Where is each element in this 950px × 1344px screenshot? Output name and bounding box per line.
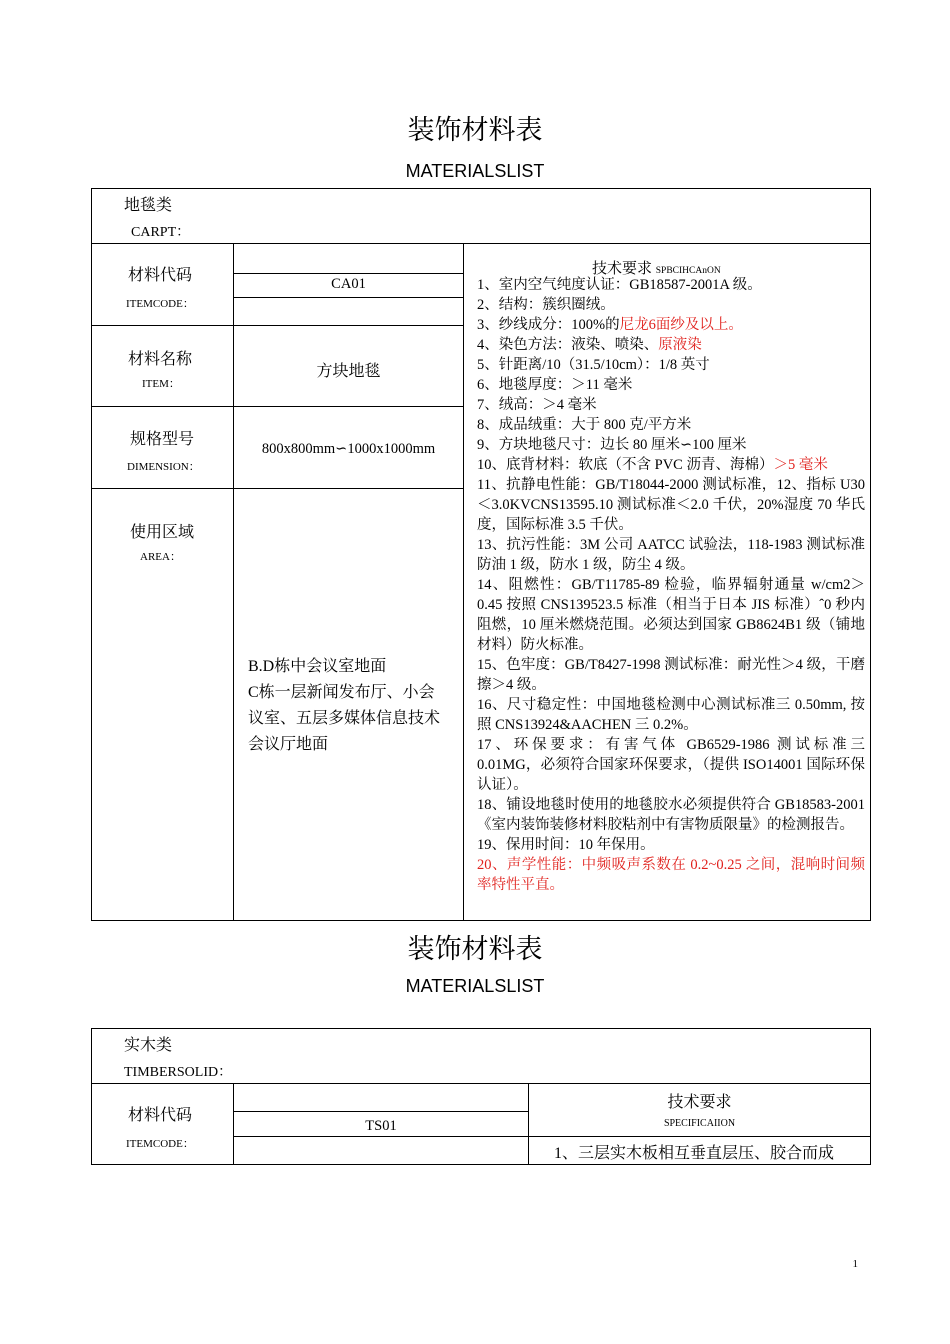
requirements-list bbox=[477, 275, 865, 895]
category-label-en: CARPT： bbox=[131, 225, 191, 240]
requirement-item-2: 1、三层实木板相互垂直层压、胶合而成 bbox=[554, 1145, 835, 1162]
tech-req-header-2: 技术要求 bbox=[667, 1094, 732, 1111]
item-code-label-2-en: ITEMCODE： bbox=[126, 1138, 194, 1150]
page-title: 装饰材料表 bbox=[407, 115, 543, 145]
requirement-item: 10、底背材料：软底（不含 PVC 沥青、海棉）＞5 毫米 bbox=[477, 457, 828, 473]
item-name-value: 方块地毯 bbox=[316, 363, 381, 380]
requirement-item: 14、阻燃性：GB/T11785-89 检验，临界辐射通量 w/cm2＞0.45 按照 CNS139523.5 标准（相当于日本 JIS 标准）ˆ0 秒内阻燃，10 厘米燃烧范围。必须达到国家 GB8624B1 级（铺地材料）防火标准。 bbox=[477, 577, 865, 653]
requirement-item: 6、地毯厚度：＞11 毫米 bbox=[477, 377, 633, 393]
category-label-2: 实木类 bbox=[124, 1037, 173, 1054]
requirement-item: 15、色牢度：GB/T8427-1998 测试标准：耐光性＞4 级，干磨擦＞4 级。 bbox=[477, 657, 865, 693]
page-subtitle: MATERIALSLIST bbox=[405, 161, 545, 181]
page-subtitle-2: MATERIALSLIST bbox=[405, 976, 545, 996]
requirement-item: 20、声学性能：中频吸声系数在 0.2~0.25 之间，混响时间频率特性平直。 bbox=[477, 857, 865, 893]
requirement-item: 1、室内空气纯度认证：GB18587-2001A 级。 bbox=[477, 277, 762, 293]
requirement-item: 3、纱线成分：100%的尼龙6面纱及以上。 bbox=[477, 317, 743, 333]
dimension-label: 规格型号 bbox=[130, 431, 195, 448]
requirement-item: 19、保用时间：10 年保用。 bbox=[477, 837, 655, 853]
requirement-item: 7、绒高：＞4 毫米 bbox=[477, 397, 597, 413]
tech-req-header: 技术要求 SPBCIHCAnON bbox=[592, 261, 721, 277]
requirement-item: 13、抗污性能：3M 公司 AATCC 试验法，118-1983 测试标准防油 1 级，防水 1 级，防尘 4 级。 bbox=[477, 537, 865, 573]
item-name-label-en: ITEM： bbox=[142, 378, 180, 390]
page-title-2: 装饰材料表 bbox=[407, 934, 543, 964]
item-code-label-en: ITEMCODE： bbox=[126, 298, 194, 310]
requirement-item: 5、针距离/10（31.5/10cm）：1/8 英寸 bbox=[477, 357, 710, 373]
requirement-item: 11、抗静电性能：GB/T18044-2000 测试标准，12、指标 U30＜3.0KVCNS13595.10 测试标准＜2.0 千伏，20%湿度 70 华氏度，国际标准 3.5 千伏。 bbox=[477, 477, 865, 533]
item-code-value: CA01 bbox=[331, 276, 366, 292]
requirement-item: 4、染色方法：液染、喷染、原液染 bbox=[477, 337, 702, 353]
item-code-label: 材料代码 bbox=[128, 267, 193, 284]
tech-req-header-2-en: SPECIFICAIION bbox=[663, 1118, 736, 1129]
requirement-item: 16、尺寸稳定性：中国地毯检测中心测试标准三 0.50mm, 按照 CNS13924&AACHEN 三 0.2%。 bbox=[477, 697, 865, 733]
area-value: B.D栋中会议室地面 C栋一层新闻发布厅、小会 议室、五层多媒体信息技术 会议厅地面 bbox=[248, 658, 441, 753]
requirement-item: 8、成品绒重：大于 800 克/平方米 bbox=[477, 417, 692, 433]
requirement-item: 17、环保要求：有害气体 GB6529-1986 测试标准三 0.01MG，必须符合国家环保要求，（提供 ISO14001 国际环保认证）。 bbox=[477, 737, 865, 793]
item-code-value-2: TS01 bbox=[365, 1118, 397, 1134]
item-code-label-2: 材料代码 bbox=[128, 1107, 193, 1124]
page-number: 1 bbox=[852, 1258, 858, 1270]
category-label-2-en: TIMBERSOLID： bbox=[124, 1065, 233, 1080]
dimension-label-en: DIMENSION： bbox=[127, 461, 200, 473]
area-label-en: AREA： bbox=[140, 551, 181, 563]
requirement-item: 18、铺设地毯时使用的地毯胶水必须提供符合 GB18583-2001《室内装饰装修材料胶粘剂中有害物质限量》的检测报告。 bbox=[477, 797, 865, 833]
requirement-item: 2、结构：簇织圈绒。 bbox=[477, 297, 615, 313]
area-label: 使用区域 bbox=[130, 524, 195, 541]
requirement-item: 9、方块地毯尺寸：边长 80 厘米∽100 厘米 bbox=[477, 437, 747, 453]
item-name-label: 材料名称 bbox=[128, 351, 193, 368]
dimension-value: 800x800mm∽1000x1000mm bbox=[261, 441, 436, 457]
category-label: 地毯类 bbox=[124, 197, 173, 214]
